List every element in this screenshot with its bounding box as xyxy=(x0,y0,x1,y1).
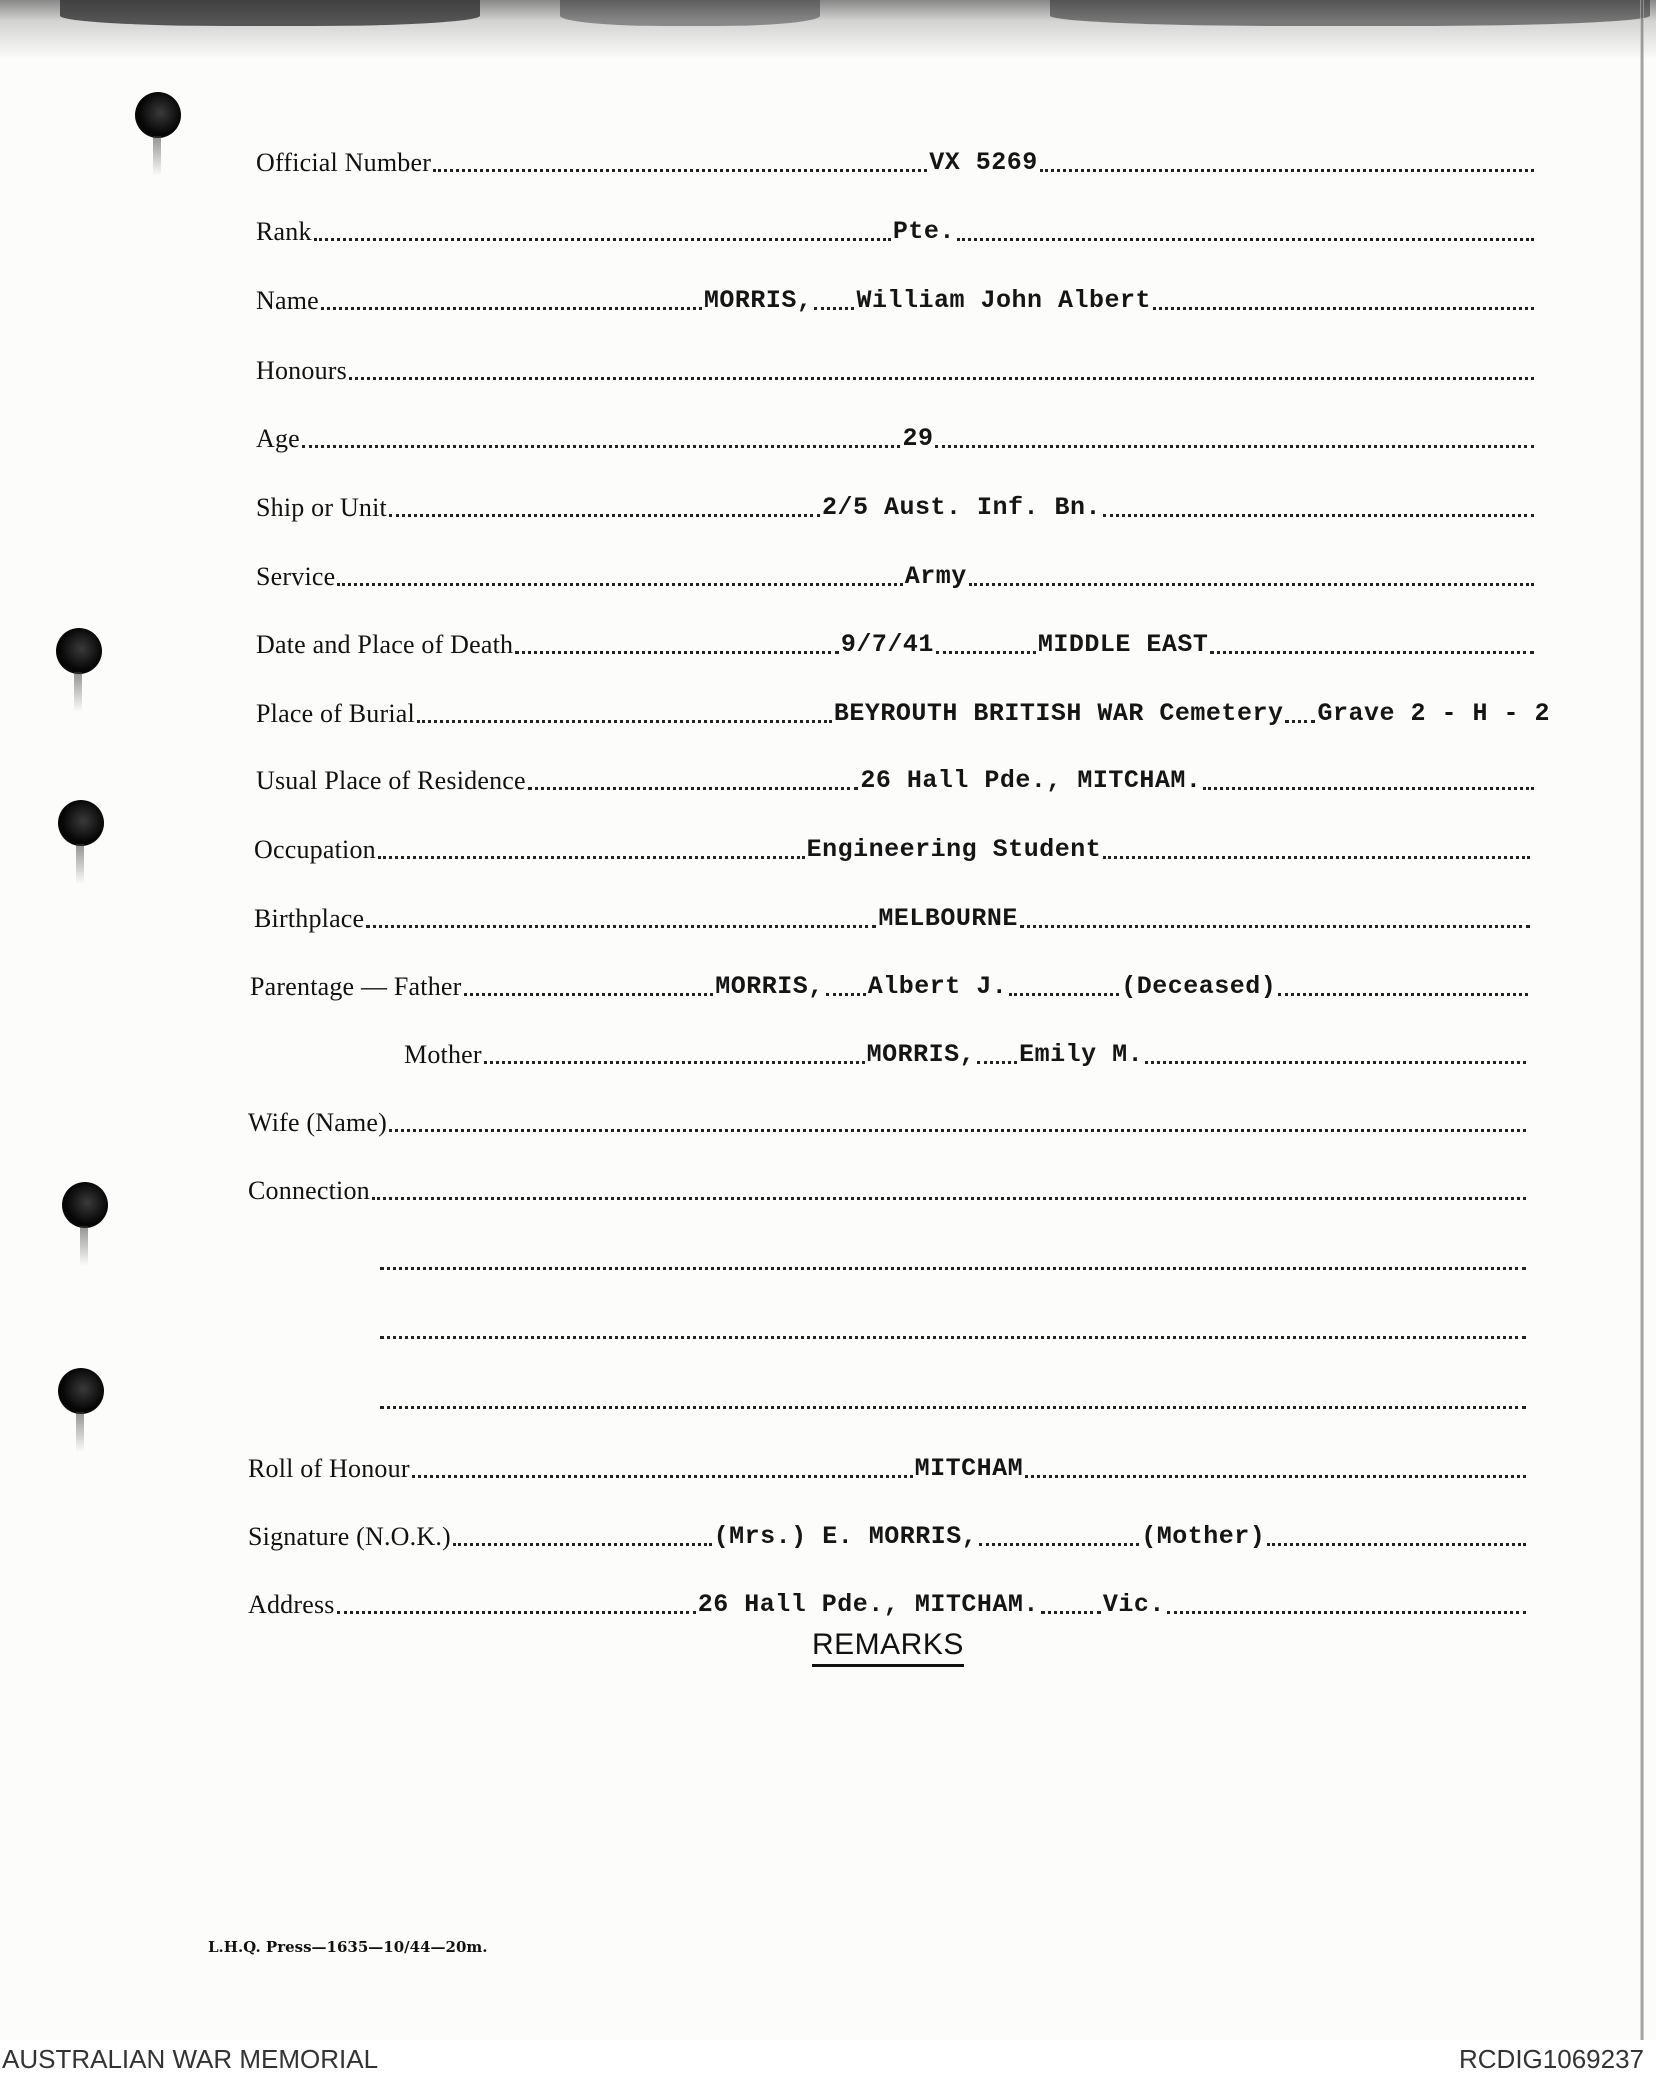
dotted-leader xyxy=(372,1197,1526,1200)
value-usual-residence: 26 Hall Pde., MITCHAM. xyxy=(860,766,1202,795)
label-official-number: Official Number xyxy=(256,148,432,177)
dotted-leader xyxy=(1020,925,1530,928)
dotted-leader xyxy=(484,1061,865,1064)
punch-hole-icon xyxy=(58,1368,104,1414)
value-birthplace: MELBOURNE xyxy=(878,904,1018,933)
value-date-of-death: 9/7/41 xyxy=(840,630,934,659)
dotted-leader xyxy=(1103,856,1530,859)
connection-blank-line xyxy=(378,1236,1528,1276)
dotted-leader xyxy=(378,856,805,859)
label-usual-residence: Usual Place of Residence xyxy=(256,766,526,795)
field-roll-of-honour xyxy=(248,1444,1528,1484)
dotted-leader xyxy=(1285,720,1315,723)
field-date-place-of-death xyxy=(256,620,1536,660)
field-place-of-burial xyxy=(256,689,1550,729)
dotted-leader xyxy=(366,925,876,928)
field-official-number xyxy=(256,138,1536,178)
dotted-leader xyxy=(979,1543,1139,1546)
dotted-leader xyxy=(1203,787,1534,790)
label-name: Name xyxy=(256,286,319,315)
value-address-street: 26 Hall Pde., MITCHAM. xyxy=(697,1590,1039,1619)
dotted-leader xyxy=(337,1611,696,1614)
value-signature-relation: (Mother) xyxy=(1141,1522,1266,1551)
field-honours xyxy=(256,346,1536,386)
dotted-leader xyxy=(957,238,1534,241)
footer-record-id: RCDIG1069237 xyxy=(1459,2044,1644,2074)
label-occupation: Occupation xyxy=(254,835,376,864)
field-ship-or-unit xyxy=(256,483,1536,523)
label-age: Age xyxy=(256,424,300,453)
dotted-leader xyxy=(380,1267,1526,1270)
field-signature xyxy=(248,1512,1528,1552)
dotted-leader xyxy=(337,583,902,586)
dotted-leader xyxy=(380,1406,1526,1409)
dotted-leader xyxy=(1025,1475,1526,1478)
dotted-leader xyxy=(453,1543,712,1546)
dotted-leader xyxy=(302,445,901,448)
dotted-leader xyxy=(969,583,1534,586)
punch-hole-icon xyxy=(135,92,181,138)
dotted-leader xyxy=(814,307,854,310)
label-service: Service xyxy=(256,562,336,591)
dotted-leader xyxy=(389,514,820,517)
punch-hole-icon xyxy=(56,628,102,674)
label-wife: Wife (Name) xyxy=(248,1108,388,1137)
field-service xyxy=(256,552,1536,592)
dotted-leader xyxy=(826,993,866,996)
label-connection: Connection xyxy=(248,1176,370,1205)
value-service: Army xyxy=(904,562,967,591)
footer-institution: AUSTRALIAN WAR MEMORIAL xyxy=(2,2044,379,2074)
dotted-leader xyxy=(349,377,1534,380)
dotted-leader xyxy=(412,1475,913,1478)
value-place-of-death: MIDDLE EAST xyxy=(1037,630,1209,659)
field-connection xyxy=(248,1166,1528,1206)
value-official-number: VX 5269 xyxy=(929,148,1038,177)
label-mother: Mother xyxy=(404,1040,482,1069)
field-wife xyxy=(248,1098,1528,1138)
punch-hole-icon xyxy=(58,800,104,846)
label-address: Address xyxy=(248,1590,335,1619)
value-ship-or-unit: 2/5 Aust. Inf. Bn. xyxy=(821,493,1102,522)
value-rank: Pte. xyxy=(892,217,955,246)
field-name xyxy=(256,276,1536,316)
dotted-leader xyxy=(528,787,859,790)
dotted-leader xyxy=(515,651,839,654)
dotted-leader xyxy=(433,169,927,172)
punch-hole-icon xyxy=(62,1182,108,1228)
connection-blank-line xyxy=(378,1375,1528,1415)
label-date-place-of-death: Date and Place of Death xyxy=(256,630,514,659)
value-surname: MORRIS, xyxy=(703,286,813,315)
dotted-leader xyxy=(1041,1611,1101,1614)
field-father xyxy=(250,962,1530,1002)
value-roll-of-honour: MITCHAM xyxy=(914,1454,1024,1483)
value-father-surname: MORRIS, xyxy=(715,972,824,1001)
label-roll-of-honour: Roll of Honour xyxy=(248,1454,410,1483)
label-signature: Signature (N.O.K.) xyxy=(248,1522,451,1551)
archive-footer xyxy=(0,2040,1656,2082)
field-address xyxy=(248,1580,1528,1620)
remarks-heading: REMARKS xyxy=(812,1628,964,1667)
label-place-of-burial: Place of Burial xyxy=(256,699,415,728)
label-birthplace: Birthplace xyxy=(254,904,365,933)
dotted-leader xyxy=(417,720,832,723)
field-age xyxy=(256,414,1536,454)
dotted-leader xyxy=(977,1061,1017,1064)
dotted-leader xyxy=(389,1129,1526,1132)
printer-imprint: L.H.Q. Press—1635—10/44—20m. xyxy=(208,1938,488,1956)
field-mother xyxy=(404,1030,1528,1070)
value-grave: Grave 2 - H - 2 xyxy=(1317,699,1550,728)
label-honours: Honours xyxy=(256,356,347,385)
field-rank xyxy=(256,207,1536,247)
dotted-leader xyxy=(1153,307,1534,310)
field-birthplace xyxy=(254,894,1532,934)
dotted-leader xyxy=(1145,1061,1526,1064)
dotted-leader xyxy=(1103,514,1534,517)
dotted-leader xyxy=(314,238,891,241)
dotted-leader xyxy=(1267,1543,1526,1546)
value-given-names: William John Albert xyxy=(856,286,1151,315)
dotted-leader xyxy=(464,993,714,996)
value-signature-name: (Mrs.) E. MORRIS, xyxy=(713,1522,978,1551)
dotted-leader xyxy=(1278,993,1528,996)
value-mother-surname: MORRIS, xyxy=(866,1040,976,1069)
dotted-leader xyxy=(1040,169,1534,172)
dotted-leader xyxy=(380,1336,1526,1339)
label-ship-or-unit: Ship or Unit xyxy=(256,493,387,522)
value-father-given: Albert J. xyxy=(867,972,1008,1001)
dotted-leader xyxy=(935,445,1534,448)
value-cemetery: BEYROUTH BRITISH WAR Cemetery xyxy=(833,699,1284,728)
value-address-state: Vic. xyxy=(1102,1590,1165,1619)
scan-edge-noise xyxy=(0,0,1656,60)
dotted-leader xyxy=(1210,651,1534,654)
dotted-leader xyxy=(1009,993,1119,996)
dotted-leader xyxy=(321,307,702,310)
scan-right-edge xyxy=(1640,0,1644,2040)
value-occupation: Engineering Student xyxy=(806,835,1102,864)
connection-blank-line xyxy=(378,1305,1528,1345)
value-father-status: (Deceased) xyxy=(1121,972,1277,1001)
field-occupation xyxy=(254,825,1532,865)
label-rank: Rank xyxy=(256,217,312,246)
dotted-leader xyxy=(936,651,1036,654)
value-age: 29 xyxy=(902,424,934,453)
label-father: Parentage — Father xyxy=(250,972,462,1001)
dotted-leader xyxy=(1167,1611,1526,1614)
field-usual-residence xyxy=(256,756,1536,796)
value-mother-given: Emily M. xyxy=(1019,1040,1144,1069)
